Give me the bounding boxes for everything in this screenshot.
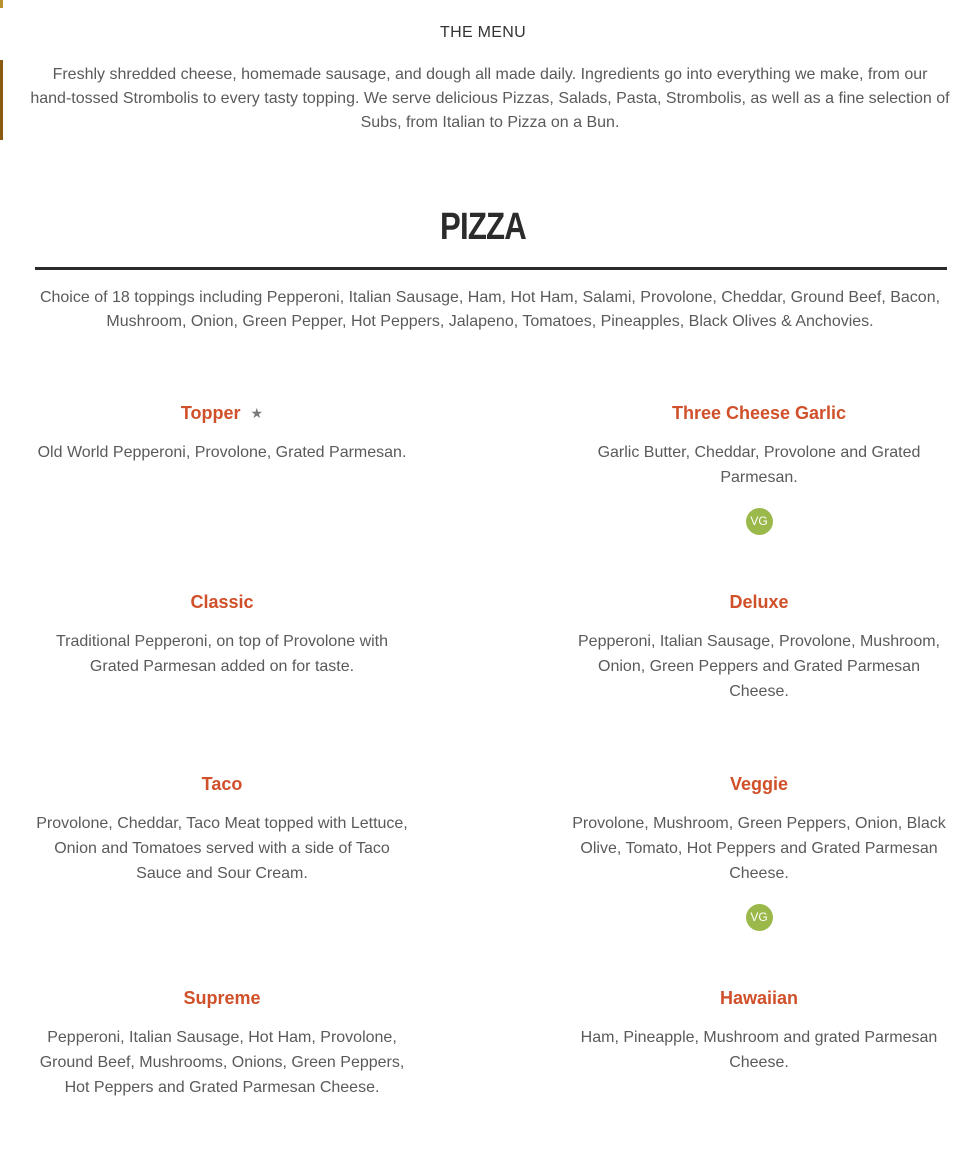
item-description: Provolone, Mushroom, Green Peppers, Onion, Black Olive, Tomato, Hot Peppers and Grated Parmesan Cheese. — [572, 815, 946, 882]
item-description: Old World Pepperoni, Provolone, Grated Parmesan. — [37, 444, 407, 461]
menu-item-three-cheese-garlic — [564, 402, 954, 535]
section-divider — [35, 267, 947, 270]
menu-item-deluxe — [564, 591, 954, 704]
section-title-pizza: PIZZA — [440, 206, 526, 248]
menu-title: THE MENU — [440, 24, 526, 41]
menu-item-topper — [27, 402, 417, 465]
vegetarian-badge: VG — [746, 904, 773, 931]
item-name: Topper ★ — [180, 403, 264, 423]
menu-item-veggie — [564, 773, 954, 931]
item-name: Taco — [201, 774, 243, 794]
item-name: Classic — [190, 592, 254, 612]
item-name: Deluxe — [729, 592, 789, 612]
item-name: Veggie — [729, 774, 789, 794]
star-icon: ★ — [250, 405, 264, 421]
menu-intro: Freshly shredded cheese, homemade sausage, and dough all made daily. Ingredients go into everything we make, from our hand-tossed Strombolis to every tasty topping. We serve delicious Pizzas, Salads, Pasta, Strombolis, as well as a fine selection of Subs, from Italian to Pizza on a Bun. — [30, 66, 950, 131]
edge-decoration — [0, 0, 3, 148]
item-description: Traditional Pepperoni, on top of Provolone with Grated Parmesan added on for taste. — [55, 633, 389, 675]
menu-item-hawaiian — [564, 987, 954, 1075]
menu-item-classic — [27, 591, 417, 679]
item-description: Garlic Butter, Cheddar, Provolone and Grated Parmesan. — [597, 444, 921, 486]
menu-item-taco — [27, 773, 417, 886]
item-description: Ham, Pineapple, Mushroom and grated Parmesan Cheese. — [580, 1029, 938, 1071]
item-name: Three Cheese Garlic — [671, 403, 847, 423]
item-name: Hawaiian — [719, 988, 799, 1008]
vegetarian-badge: VG — [746, 508, 773, 535]
item-description: Provolone, Cheddar, Taco Meat topped with Lettuce, Onion and Tomatoes served with a side of Taco Sauce and Sour Cream. — [36, 815, 408, 882]
item-description: Pepperoni, Italian Sausage, Provolone, Mushroom, Onion, Green Peppers and Grated Parmesan Cheese. — [578, 633, 940, 700]
item-name: Supreme — [183, 988, 261, 1008]
menu-item-supreme — [27, 987, 417, 1100]
item-description: Pepperoni, Italian Sausage, Hot Ham, Provolone, Ground Beef, Mushrooms, Onions, Green Peppers, Hot Peppers and Grated Parmesan Cheese. — [39, 1029, 405, 1096]
toppings-description: Choice of 18 toppings including Pepperoni, Italian Sausage, Ham, Hot Ham, Salami, Provolone, Cheddar, Ground Beef, Bacon, Mushroom, Onion, Green Pepper, Hot Peppers, Jalapeno, Tomatoes, Pineapples, Black Olives & Anchovies. — [39, 289, 941, 330]
